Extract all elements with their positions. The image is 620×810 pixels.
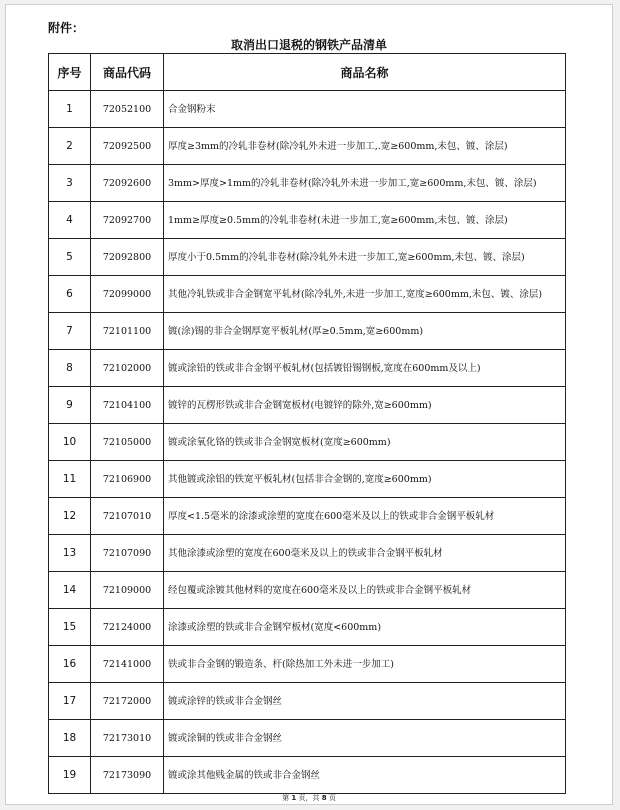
footer-total-pages: 8 [321, 794, 327, 802]
row-name: 1mm≥厚度≥0.5mm的冷轧非卷材(未进一步加工,宽≥600mm,未包、镀、涂层) [164, 202, 566, 239]
page-footer [6, 793, 612, 803]
table-row [49, 239, 566, 276]
row-seq: 4 [49, 202, 91, 239]
row-name: 经包覆或涂镀其他材料的宽度在600毫米及以上的铁或非合金钢平板轧材 [164, 572, 566, 609]
row-code: 72101100 [91, 313, 164, 350]
row-seq: 8 [49, 350, 91, 387]
row-seq: 18 [49, 720, 91, 757]
row-code: 72124000 [91, 609, 164, 646]
row-code: 72173010 [91, 720, 164, 757]
row-name: 镀或涂其他贱金属的铁或非合金钢丝 [164, 757, 566, 794]
row-code: 72106900 [91, 461, 164, 498]
product-table [48, 53, 566, 794]
row-seq: 9 [49, 387, 91, 424]
row-name: 其他冷轧铁或非合金钢宽平轧材(除冷轧外,未进一步加工,宽度≥600mm,未包、镀、涂层) [164, 276, 566, 313]
row-code: 72092600 [91, 165, 164, 202]
row-code: 72107090 [91, 535, 164, 572]
footer-page-number: 1 [291, 794, 297, 802]
row-name: 镀或涂铜的铁或非合金钢丝 [164, 720, 566, 757]
table-row [49, 498, 566, 535]
row-seq: 17 [49, 683, 91, 720]
row-name: 合金钢粉末 [164, 91, 566, 128]
row-code: 72102000 [91, 350, 164, 387]
footer-middle: 页，共 [298, 794, 320, 802]
row-code: 72104100 [91, 387, 164, 424]
row-name: 厚度≥3mm的冷轧非卷材(除冷轧外未进一步加工,.宽≥600mm,未包、镀、涂层) [164, 128, 566, 165]
row-code: 72109000 [91, 572, 164, 609]
table-header-row [49, 54, 566, 91]
table-body [49, 91, 566, 794]
row-seq: 3 [49, 165, 91, 202]
document-title: 取消出口退税的钢铁产品清单 [230, 38, 387, 52]
table-row [49, 313, 566, 350]
row-code: 72105000 [91, 424, 164, 461]
row-name: 镀(涂)锡的非合金钢厚宽平板轧材(厚≥0.5mm,宽≥600mm) [164, 313, 566, 350]
row-name: 铁或非合金钢的锻造条、杆(除热加工外未进一步加工) [164, 646, 566, 683]
row-seq: 5 [49, 239, 91, 276]
table-row [49, 387, 566, 424]
table-row [49, 609, 566, 646]
row-code: 72107010 [91, 498, 164, 535]
table-row [49, 535, 566, 572]
table-row [49, 461, 566, 498]
row-seq: 2 [49, 128, 91, 165]
table-row [49, 91, 566, 128]
table-row [49, 276, 566, 313]
row-code: 72092800 [91, 239, 164, 276]
row-seq: 7 [49, 313, 91, 350]
table-row [49, 350, 566, 387]
table-row [49, 646, 566, 683]
row-name: 镀或涂锌的铁或非合金钢丝 [164, 683, 566, 720]
footer-prefix: 第 [282, 794, 290, 802]
row-name: 厚度<1.5毫米的涂漆或涂塑的宽度在600毫米及以上的铁或非合金钢平板轧材 [164, 498, 566, 535]
row-code: 72172000 [91, 683, 164, 720]
row-code: 72141000 [91, 646, 164, 683]
header-name: 商品名称 [164, 54, 566, 91]
table-row [49, 757, 566, 794]
row-name: 其他涂漆或涂塑的宽度在600毫米及以上的铁或非合金钢平板轧材 [164, 535, 566, 572]
table-row [49, 572, 566, 609]
row-seq: 16 [49, 646, 91, 683]
row-name: 涂漆或涂塑的铁或非合金钢窄板材(宽度<600mm) [164, 609, 566, 646]
row-seq: 6 [49, 276, 91, 313]
row-seq: 1 [49, 91, 91, 128]
row-name: 镀锌的瓦楞形铁或非合金钢宽板材(电镀锌的除外,宽≥600mm) [164, 387, 566, 424]
row-name: 镀或涂氧化铬的铁或非合金钢宽板材(宽度≥600mm) [164, 424, 566, 461]
row-seq: 11 [49, 461, 91, 498]
row-name: 3mm>厚度>1mm的冷轧非卷材(除冷轧外未进一步加工,宽≥600mm,未包、镀、涂层) [164, 165, 566, 202]
row-code: 72052100 [91, 91, 164, 128]
document-page [5, 4, 613, 805]
table-row [49, 683, 566, 720]
table-row [49, 720, 566, 757]
row-code: 72092500 [91, 128, 164, 165]
table-row [49, 165, 566, 202]
attachment-label: 附件： [48, 21, 85, 35]
row-name: 其他镀或涂铝的铁宽平板轧材(包括非合金钢的,宽度≥600mm) [164, 461, 566, 498]
row-seq: 13 [49, 535, 91, 572]
row-code: 72173090 [91, 757, 164, 794]
row-seq: 14 [49, 572, 91, 609]
row-seq: 10 [49, 424, 91, 461]
row-seq: 15 [49, 609, 91, 646]
row-name: 厚度小于0.5mm的冷轧非卷材(除冷轧外未进一步加工,宽≥600mm,未包、镀、涂层) [164, 239, 566, 276]
row-code: 72092700 [91, 202, 164, 239]
row-seq: 12 [49, 498, 91, 535]
footer-suffix: 页 [328, 794, 336, 802]
row-seq: 19 [49, 757, 91, 794]
table-row [49, 202, 566, 239]
row-name: 镀或涂铅的铁或非合金钢平板轧材(包括镀铅锡钢板,宽度在600mm及以上) [164, 350, 566, 387]
table-row [49, 128, 566, 165]
header-seq: 序号 [49, 54, 91, 91]
header-code: 商品代码 [91, 54, 164, 91]
row-code: 72099000 [91, 276, 164, 313]
table-row [49, 424, 566, 461]
